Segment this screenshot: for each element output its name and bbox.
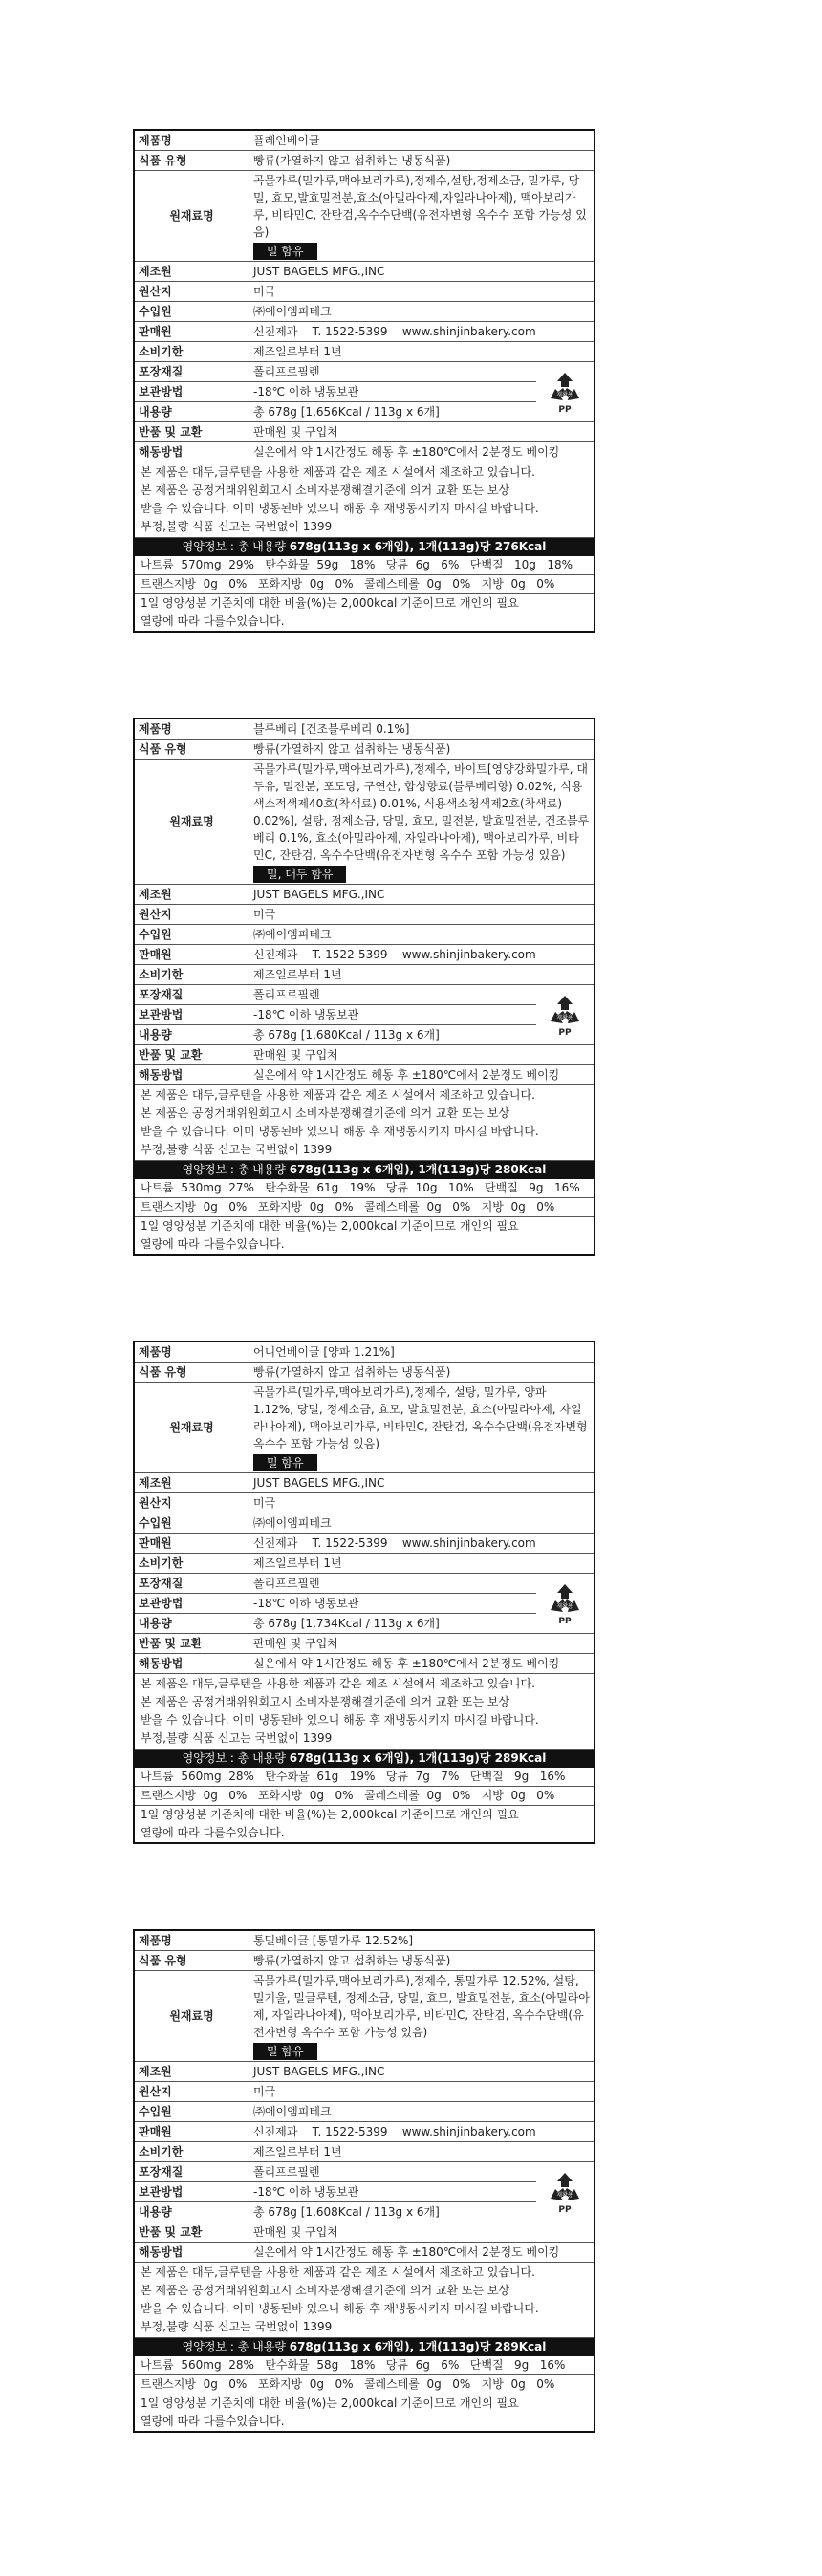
ingredients-text: 곡물가루(밀가루,맥아보리가루),정제수, 바이트[영양강화밀가루, 대두유, 밀전분, 포도당, 구연산, 합성향료(블루베리향) 0.02%, 식용색소적색제40호(착색료) 0.01%, 식용색소청색제2호(착색료) 0.02%], 설탕, 정제소금, 당밀, 효모, 밀전분, 발효밀전분, 건조블루베리 0.1%, 효소(아밀라아제, 자일라나아제), 맥아보리가루, 비타민C, 잔탄검, 옥수수단백(유전자변형 옥수수 포함 가능성 있음)	[253, 762, 590, 862]
nutrition-row: 트랜스지방 0g 0% 포화지방 0g 0% 콜레스테롤 0g 0% 지방 0g 0%	[135, 1198, 594, 1217]
ingredients-key: 원재료명	[135, 1383, 249, 1472]
footnote	[135, 1217, 594, 1254]
seller: 신진제과 T. 1522-5399 www.shinjinbakery.com	[253, 2125, 536, 2138]
thaw-key: 해동방법	[135, 2243, 249, 2262]
returns: 판매원 및 구입처	[253, 2225, 338, 2239]
name-key: 제품명	[135, 1342, 249, 1362]
returns: 판매원 및 구입처	[253, 425, 338, 439]
ingredients-text: 곡물가루(밀가루,맥아보리가루),정제수, 통밀가루 12.52%, 설탕, 밀기울, 밀글루텐, 정제소금, 당밀, 효모, 발효밀전분, 효소(아밀라아제, 자일라나아제), 맥아보리가루, 비타민C, 잔탄검, 옥수수단백(유전자변형 옥수수 포함 가능성 있음)	[253, 1974, 590, 2039]
storage-key: 보관방법	[135, 382, 249, 401]
notice-line: 부정,불량 식품 신고는 국번없이 1399	[141, 1731, 333, 1745]
content-key: 내용량	[135, 2202, 249, 2222]
notice-line: 본 제품은 대두,글루텐을 사용한 제품과 같은 제조 시설에서 제조하고 있습니다.	[141, 1088, 535, 1102]
notice-line: 받을 수 있습니다. 이미 냉동된바 있으니 해동 후 재냉동시키지 마시길 바랍니다.	[141, 1125, 539, 1138]
recycle-pp-icon	[536, 2162, 594, 2222]
ingredients	[249, 1383, 594, 1472]
product-label	[133, 1341, 595, 1844]
expiry-key: 소비기한	[135, 2142, 249, 2161]
allergen-badge: 밀 함유	[253, 1454, 317, 1471]
pp-code: PP	[558, 405, 572, 414]
importer-key: 수입원	[135, 2102, 249, 2121]
ingredients	[249, 171, 594, 261]
notice-line: 부정,불량 식품 신고는 국번없이 1399	[141, 2320, 333, 2333]
allergen-badge: 밀, 대두 함유	[253, 866, 346, 883]
seller: 신진제과 T. 1522-5399 www.shinjinbakery.com	[253, 1536, 536, 1550]
recycle-mark: 재활용	[556, 392, 573, 398]
storage-key: 보관방법	[135, 1594, 249, 1613]
notice-line: 받을 수 있습니다. 이미 냉동된바 있으니 해동 후 재냉동시키지 마시길 바랍니다.	[141, 2302, 539, 2315]
manufacturer: JUST BAGELS MFG.,INC	[253, 1476, 385, 1490]
product-name: 블루베리 [건조블루베리 0.1%]	[253, 722, 410, 736]
expiry-key: 소비기한	[135, 1554, 249, 1573]
origin-key: 원산지	[135, 2082, 249, 2101]
packaging-group	[135, 985, 594, 1045]
product-label	[133, 1929, 595, 2433]
nutrition-row: 트랜스지방 0g 0% 포화지방 0g 0% 콜레스테롤 0g 0% 지방 0g 0%	[135, 575, 594, 594]
thaw: 실온에서 약 1시간정도 해동 후 ±180℃에서 2분정도 베이킹	[253, 1657, 560, 1670]
return-key: 반품 및 교환	[135, 1045, 249, 1064]
nutrition-kcal: 289Kcal	[494, 2340, 547, 2353]
footnote	[135, 594, 594, 631]
allergen-badge: 밀 함유	[253, 2043, 317, 2060]
nutrition-mid: 678g(113g x 6개입), 1개(113g)당	[289, 1163, 495, 1176]
nutrition-prefix: 영양정보 : 총 내용량	[182, 1751, 290, 1765]
importer: ㈜에이엠피테크	[253, 305, 332, 318]
footnote-line: 1일 영양성분 기준치에 대한 비율(%)는 2,000kcal 기준이므로 개인의 필요	[141, 2396, 519, 2410]
notice	[135, 462, 594, 538]
origin-key: 원산지	[135, 905, 249, 924]
nutrition-mid: 678g(113g x 6개입), 1개(113g)당	[289, 1751, 495, 1765]
nutrition-header	[135, 2338, 594, 2356]
origin: 미국	[253, 2085, 276, 2098]
expiry: 제조일로부터 1년	[253, 1556, 342, 1570]
pp-code: PP	[558, 1617, 572, 1625]
expiry: 제조일로부터 1년	[253, 345, 342, 358]
content-key: 내용량	[135, 1025, 249, 1044]
content: 총 678g [1,734Kcal / 113g x 6개]	[253, 1617, 440, 1630]
manufacturer-key: 제조원	[135, 885, 249, 904]
storage: -18℃ 이하 냉동보관	[253, 1008, 359, 1021]
packaging-group	[135, 362, 594, 422]
footnote-line: 열량에 따라 다를수있습니다.	[141, 614, 285, 628]
ingredients-key: 원재료명	[135, 171, 249, 261]
thaw-key: 해동방법	[135, 442, 249, 462]
seller-key: 판매원	[135, 1534, 249, 1553]
nutrition-row: 트랜스지방 0g 0% 포화지방 0g 0% 콜레스테롤 0g 0% 지방 0g 0%	[135, 1787, 594, 1806]
nutrition-row: 트랜스지방 0g 0% 포화지방 0g 0% 콜레스테롤 0g 0% 지방 0g 0%	[135, 2375, 594, 2394]
origin: 미국	[253, 908, 276, 921]
seller-key: 판매원	[135, 322, 249, 341]
importer: ㈜에이엠피테크	[253, 1516, 332, 1530]
nutrition-row: 나트륨 570mg 29% 탄수화물 59g 18% 당류 6g 6% 단백질 10g 18%	[135, 556, 594, 575]
food-type: 빵류(가열하지 않고 섭취하는 냉동식품)	[253, 1365, 451, 1379]
packaging: 폴리프로필렌	[253, 365, 320, 378]
footnote-line: 1일 영양성분 기준치에 대한 비율(%)는 2,000kcal 기준이므로 개인의 필요	[141, 1808, 519, 1821]
nutrition-row: 나트륨 530mg 27% 탄수화물 61g 19% 당류 10g 10% 단백질 9g 16%	[135, 1179, 594, 1198]
packaging-key: 포장재질	[135, 2162, 249, 2181]
ingredients-text: 곡물가루(밀가루,맥아보리가루),정제수, 설탕, 밀가루, 양파 1.12%, 당밀, 정제소금, 효모, 발효밀전분, 효소(아밀라아제, 자일라나아제), 맥아보리가루, 비타민C, 잔탄검, 옥수수단백(유전자변형 옥수수 포함 가능성 있음)	[253, 1385, 588, 1450]
name-key: 제품명	[135, 719, 249, 739]
thaw-key: 해동방법	[135, 1065, 249, 1084]
notice-line: 본 제품은 공정거래위원회고시 소비자분쟁해결기준에 의거 교환 또는 보상	[141, 1106, 510, 1120]
importer-key: 수입원	[135, 302, 249, 321]
seller-key: 판매원	[135, 2122, 249, 2141]
manufacturer-key: 제조원	[135, 2062, 249, 2081]
storage: -18℃ 이하 냉동보관	[253, 2185, 359, 2199]
thaw: 실온에서 약 1시간정도 해동 후 ±180℃에서 2분정도 베이킹	[253, 1068, 560, 1082]
notice	[135, 1674, 594, 1750]
food-type: 빵류(가열하지 않고 섭취하는 냉동식품)	[253, 1954, 451, 1967]
storage: -18℃ 이하 냉동보관	[253, 1597, 359, 1610]
ingredients-key: 원재료명	[135, 760, 249, 884]
content: 총 678g [1,680Kcal / 113g x 6개]	[253, 1028, 440, 1041]
nutrition-mid: 678g(113g x 6개입), 1개(113g)당	[289, 2340, 495, 2353]
packaging-group	[135, 2162, 594, 2222]
notice-line: 본 제품은 공정거래위원회고시 소비자분쟁해결기준에 의거 교환 또는 보상	[141, 2284, 510, 2297]
return-key: 반품 및 교환	[135, 422, 249, 441]
footnote	[135, 1806, 594, 1842]
expiry-key: 소비기한	[135, 342, 249, 361]
ingredients-key: 원재료명	[135, 1971, 249, 2061]
name-key: 제품명	[135, 131, 249, 150]
product-label	[133, 718, 595, 1256]
notice-line: 본 제품은 대두,글루텐을 사용한 제품과 같은 제조 시설에서 제조하고 있습니다.	[141, 2265, 535, 2279]
nutrition-row: 나트륨 560mg 28% 탄수화물 58g 18% 당류 6g 6% 단백질 9g 16%	[135, 2356, 594, 2375]
notice-line: 받을 수 있습니다. 이미 냉동된바 있으니 해동 후 재냉동시키지 마시길 바랍니다.	[141, 502, 539, 515]
notice	[135, 1085, 594, 1161]
notice-line: 본 제품은 공정거래위원회고시 소비자분쟁해결기준에 의거 교환 또는 보상	[141, 483, 510, 497]
importer: ㈜에이엠피테크	[253, 928, 332, 941]
content: 총 678g [1,656Kcal / 113g x 6개]	[253, 405, 440, 419]
nutrition-row: 나트륨 560mg 28% 탄수화물 61g 19% 당류 7g 7% 단백질 9g 16%	[135, 1768, 594, 1787]
notice-line: 받을 수 있습니다. 이미 냉동된바 있으니 해동 후 재냉동시키지 마시길 바랍니다.	[141, 1713, 539, 1727]
food-type: 빵류(가열하지 않고 섭취하는 냉동식품)	[253, 154, 451, 167]
packaging-key: 포장재질	[135, 1574, 249, 1593]
nutrition-kcal: 289Kcal	[494, 1751, 547, 1765]
packaging: 폴리프로필렌	[253, 2165, 320, 2179]
importer: ㈜에이엠피테크	[253, 2105, 332, 2118]
returns: 판매원 및 구입처	[253, 1048, 338, 1062]
footnote	[135, 2394, 594, 2431]
ingredients	[249, 760, 594, 884]
recycle-mark: 재활용	[556, 1015, 573, 1021]
expiry-key: 소비기한	[135, 965, 249, 984]
ingredients	[249, 1971, 594, 2061]
importer-key: 수입원	[135, 925, 249, 944]
storage-key: 보관방법	[135, 2182, 249, 2201]
storage: -18℃ 이하 냉동보관	[253, 385, 359, 398]
seller: 신진제과 T. 1522-5399 www.shinjinbakery.com	[253, 948, 536, 961]
return-key: 반품 및 교환	[135, 1634, 249, 1653]
nutrition-prefix: 영양정보 : 총 내용량	[182, 1163, 290, 1176]
footnote-line: 1일 영양성분 기준치에 대한 비율(%)는 2,000kcal 기준이므로 개인의 필요	[141, 596, 519, 610]
food-type: 빵류(가열하지 않고 섭취하는 냉동식품)	[253, 742, 451, 756]
product-labels	[133, 129, 595, 2518]
nutrition-kcal: 280Kcal	[494, 1163, 547, 1176]
content-key: 내용량	[135, 1614, 249, 1633]
footnote-line: 1일 영양성분 기준치에 대한 비율(%)는 2,000kcal 기준이므로 개인의 필요	[141, 1219, 519, 1233]
origin: 미국	[253, 285, 276, 298]
nutrition-header	[135, 1750, 594, 1768]
notice-line: 본 제품은 대두,글루텐을 사용한 제품과 같은 제조 시설에서 제조하고 있습니다.	[141, 1677, 535, 1690]
product-name: 플레인베이글	[253, 134, 320, 147]
nutrition-prefix: 영양정보 : 총 내용량	[182, 2340, 290, 2353]
origin-key: 원산지	[135, 1493, 249, 1513]
manufacturer: JUST BAGELS MFG.,INC	[253, 888, 385, 901]
notice	[135, 2263, 594, 2338]
thaw: 실온에서 약 1시간정도 해동 후 ±180℃에서 2분정도 베이킹	[253, 2245, 560, 2259]
importer-key: 수입원	[135, 1513, 249, 1533]
nutrition-prefix: 영양정보 : 총 내용량	[182, 540, 290, 553]
recycle-pp-icon	[536, 985, 594, 1044]
footnote-line: 열량에 따라 다를수있습니다.	[141, 2415, 285, 2428]
origin-key: 원산지	[135, 282, 249, 301]
recycle-pp-icon	[536, 362, 594, 421]
product-label	[133, 129, 595, 633]
footnote-line: 열량에 따라 다를수있습니다.	[141, 1237, 285, 1251]
notice-line: 부정,불량 식품 신고는 국번없이 1399	[141, 1143, 333, 1156]
product-name: 통밀베이글 [통밀가루 12.52%]	[253, 1934, 414, 1947]
notice-line: 부정,불량 식품 신고는 국번없이 1399	[141, 520, 333, 533]
type-key: 식품 유형	[135, 1951, 249, 1970]
packaging-key: 포장재질	[135, 985, 249, 1004]
recycle-pp-icon	[536, 1574, 594, 1633]
nutrition-mid: 678g(113g x 6개입), 1개(113g)당	[289, 540, 495, 553]
recycle-mark: 재활용	[556, 2192, 573, 2199]
type-key: 식품 유형	[135, 151, 249, 170]
name-key: 제품명	[135, 1931, 249, 1950]
return-key: 반품 및 교환	[135, 2222, 249, 2242]
notice-line: 본 제품은 공정거래위원회고시 소비자분쟁해결기준에 의거 교환 또는 보상	[141, 1695, 510, 1708]
pp-code: PP	[558, 2205, 572, 2214]
returns: 판매원 및 구입처	[253, 1637, 338, 1650]
manufacturer: JUST BAGELS MFG.,INC	[253, 265, 385, 278]
manufacturer-key: 제조원	[135, 262, 249, 281]
manufacturer-key: 제조원	[135, 1473, 249, 1492]
packaging-group	[135, 1574, 594, 1634]
type-key: 식품 유형	[135, 740, 249, 759]
seller: 신진제과 T. 1522-5399 www.shinjinbakery.com	[253, 325, 536, 338]
thaw-key: 해동방법	[135, 1654, 249, 1673]
nutrition-header	[135, 538, 594, 556]
origin: 미국	[253, 1496, 276, 1510]
storage-key: 보관방법	[135, 1005, 249, 1024]
packaging-key: 포장재질	[135, 362, 249, 381]
packaging: 폴리프로필렌	[253, 1577, 320, 1590]
notice-line: 본 제품은 대두,글루텐을 사용한 제품과 같은 제조 시설에서 제조하고 있습니다.	[141, 465, 535, 479]
product-name: 어니언베이글 [양파 1.21%]	[253, 1345, 395, 1359]
nutrition-header	[135, 1161, 594, 1179]
footnote-line: 열량에 따라 다를수있습니다.	[141, 1826, 285, 1839]
content: 총 678g [1,608Kcal / 113g x 6개]	[253, 2205, 440, 2219]
type-key: 식품 유형	[135, 1363, 249, 1382]
manufacturer: JUST BAGELS MFG.,INC	[253, 2065, 385, 2078]
allergen-badge: 밀 함유	[253, 243, 317, 260]
packaging: 폴리프로필렌	[253, 988, 320, 1001]
pp-code: PP	[558, 1028, 572, 1037]
seller-key: 판매원	[135, 945, 249, 964]
content-key: 내용량	[135, 402, 249, 421]
nutrition-kcal: 276Kcal	[494, 540, 547, 553]
recycle-mark: 재활용	[556, 1603, 573, 1610]
expiry: 제조일로부터 1년	[253, 968, 342, 981]
thaw: 실온에서 약 1시간정도 해동 후 ±180℃에서 2분정도 베이킹	[253, 445, 560, 459]
expiry: 제조일로부터 1년	[253, 2145, 342, 2158]
ingredients-text: 곡물가루(밀가루,맥아보리가루),정제수,설탕,정제소금, 밀가루, 당밀, 효모,발효밀전분,효소(아밀라아제,자일라나아제), 맥아보리가루, 비타민C, 잔탄검,옥수수단백(유전자변형 옥수수 포함 가능성 있음)	[253, 174, 587, 239]
